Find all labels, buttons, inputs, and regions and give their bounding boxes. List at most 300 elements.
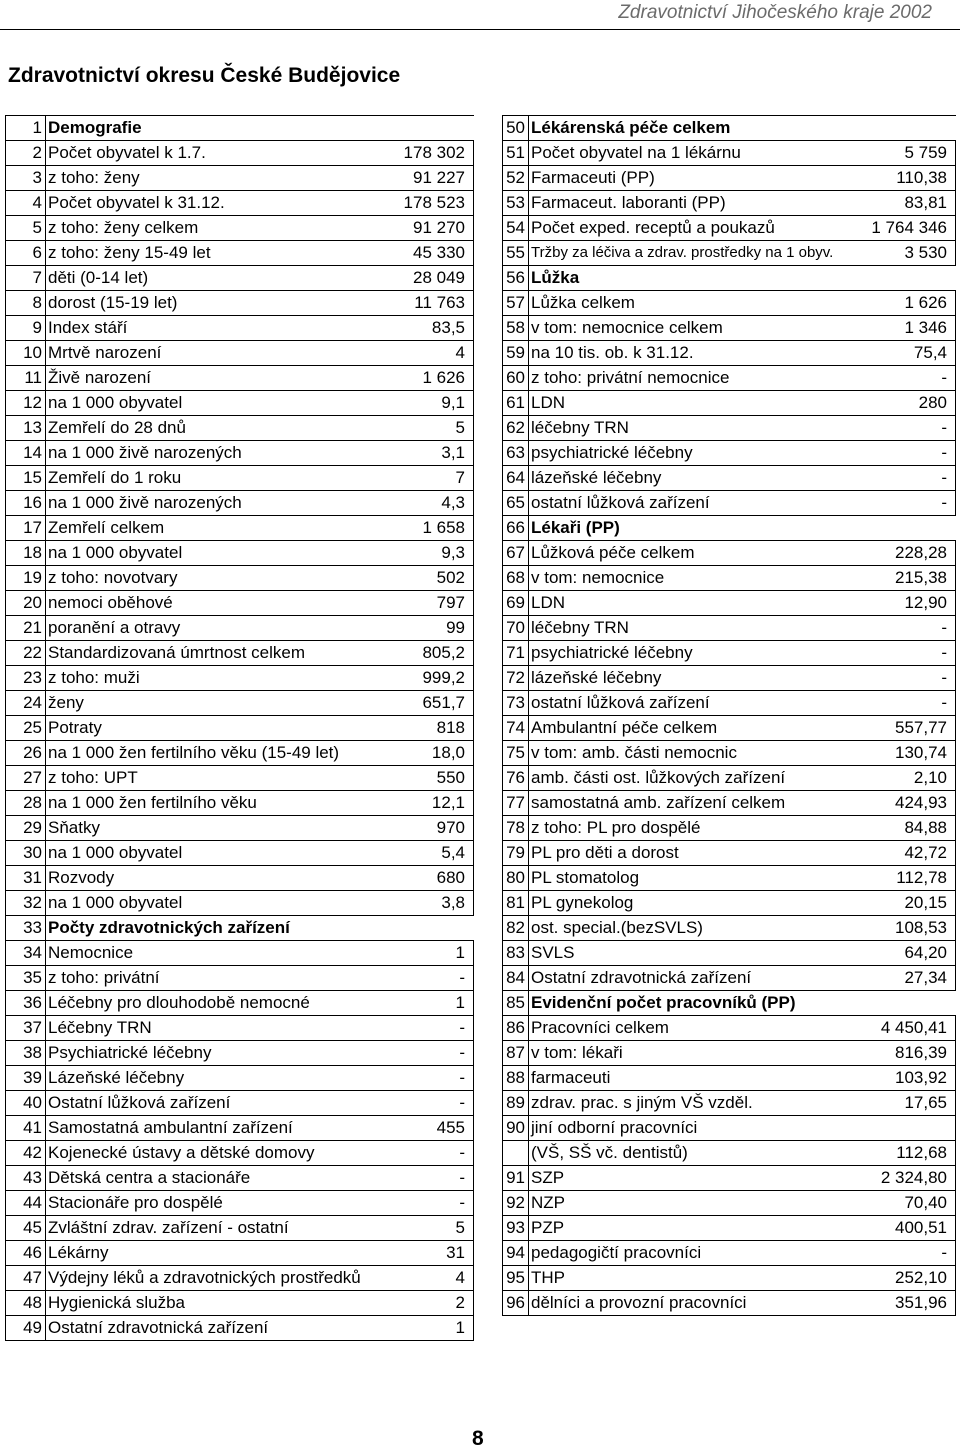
row-number: 42 — [6, 1141, 46, 1166]
right-table — [502, 115, 956, 1316]
row-value: 20,15 — [855, 891, 955, 916]
row-number: 45 — [6, 1216, 46, 1241]
row-value: 112,68 — [855, 1141, 955, 1166]
row-number: 69 — [503, 591, 529, 616]
table-row — [6, 391, 474, 416]
row-label: Standardizovaná úmrtnost celkem — [46, 641, 382, 666]
row-number: 29 — [6, 816, 46, 841]
row-label: pedagogičtí pracovníci — [529, 1241, 856, 1266]
row-value: 112,78 — [855, 866, 955, 891]
row-number: 63 — [503, 441, 529, 466]
row-label: Hygienická služba — [46, 1291, 382, 1316]
row-value: - — [855, 666, 955, 691]
row-number: 18 — [6, 541, 46, 566]
row-label: v tom: nemocnice — [529, 566, 856, 591]
row-number: 74 — [503, 716, 529, 741]
table-row — [503, 1166, 956, 1191]
row-value: 1 — [382, 991, 474, 1016]
row-label: Stacionáře pro dospělé — [46, 1191, 382, 1216]
row-label: Počty zdravotnických zařízení — [46, 916, 474, 941]
row-value: 5,4 — [382, 841, 474, 866]
table-row — [6, 966, 474, 991]
table-row — [6, 1291, 474, 1316]
row-number: 85 — [503, 991, 529, 1016]
row-value: 99 — [382, 616, 474, 641]
table-row — [503, 791, 956, 816]
row-value: 2 — [382, 1291, 474, 1316]
row-value: 5 — [382, 1216, 474, 1241]
table-row — [6, 1316, 474, 1341]
row-value: 651,7 — [382, 691, 474, 716]
row-label: dělníci a provozní pracovníci — [529, 1291, 856, 1316]
row-label: poranění a otravy — [46, 616, 382, 641]
row-value: 83,5 — [382, 316, 474, 341]
table-row — [503, 191, 956, 216]
table-row — [6, 1116, 474, 1141]
row-value: - — [382, 1191, 474, 1216]
row-value: 351,96 — [855, 1291, 955, 1316]
table-row — [6, 116, 474, 141]
row-number: 31 — [6, 866, 46, 891]
table-row — [6, 466, 474, 491]
row-value: 31 — [382, 1241, 474, 1266]
table-row — [503, 466, 956, 491]
row-number: 19 — [6, 566, 46, 591]
row-value: 252,10 — [855, 1266, 955, 1291]
row-value: 83,81 — [855, 191, 955, 216]
row-number: 52 — [503, 166, 529, 191]
row-label: Sňatky — [46, 816, 382, 841]
row-label: na 1 000 obyvatel — [46, 891, 382, 916]
table-row — [503, 866, 956, 891]
table-row — [503, 216, 956, 241]
table-row — [6, 666, 474, 691]
row-label: Ostatní zdravotnická zařízení — [46, 1316, 382, 1341]
row-value: 502 — [382, 566, 474, 591]
table-row — [503, 1141, 956, 1166]
table-row — [503, 966, 956, 991]
table-row — [503, 1266, 956, 1291]
row-number: 96 — [503, 1291, 529, 1316]
row-value: 3,1 — [382, 441, 474, 466]
row-label: na 1 000 živě narozených — [46, 491, 382, 516]
row-label: z toho: UPT — [46, 766, 382, 791]
row-number: 46 — [6, 1241, 46, 1266]
row-number: 94 — [503, 1241, 529, 1266]
row-value: 108,53 — [855, 916, 955, 941]
row-label: samostatná amb. zařízení celkem — [529, 791, 856, 816]
row-label: z toho: muži — [46, 666, 382, 691]
row-number: 54 — [503, 216, 529, 241]
table-row — [6, 941, 474, 966]
row-value: 818 — [382, 716, 474, 741]
row-number: 14 — [6, 441, 46, 466]
row-label: v tom: nemocnice celkem — [529, 316, 856, 341]
row-label: Lůžková péče celkem — [529, 541, 856, 566]
row-number: 4 — [6, 191, 46, 216]
row-number: 22 — [6, 641, 46, 666]
table-row — [6, 191, 474, 216]
row-label: Index stáří — [46, 316, 382, 341]
row-label: Počet obyvatel k 31.12. — [46, 191, 382, 216]
row-label: Počet obyvatel na 1 lékárnu — [529, 141, 856, 166]
row-value: - — [382, 1041, 474, 1066]
table-row — [6, 241, 474, 266]
row-value: 1 764 346 — [855, 216, 955, 241]
table-row — [6, 716, 474, 741]
table-row — [6, 816, 474, 841]
row-number: 72 — [503, 666, 529, 691]
table-row — [503, 641, 956, 666]
row-value: 5 — [382, 416, 474, 441]
row-number: 86 — [503, 1016, 529, 1041]
row-number: 34 — [6, 941, 46, 966]
row-value: 228,28 — [855, 541, 955, 566]
left-table — [5, 115, 474, 1341]
table-row — [503, 941, 956, 966]
table-row — [6, 366, 474, 391]
row-number: 81 — [503, 891, 529, 916]
row-number: 77 — [503, 791, 529, 816]
row-number: 30 — [6, 841, 46, 866]
row-number: 28 — [6, 791, 46, 816]
row-number: 82 — [503, 916, 529, 941]
row-number: 56 — [503, 266, 529, 291]
row-number: 15 — [6, 466, 46, 491]
row-number: 49 — [6, 1316, 46, 1341]
row-label: SZP — [529, 1166, 856, 1191]
row-label: Počet obyvatel k 1.7. — [46, 141, 382, 166]
row-number: 35 — [6, 966, 46, 991]
row-number: 64 — [503, 466, 529, 491]
row-number: 2 — [6, 141, 46, 166]
table-row — [6, 1241, 474, 1266]
row-label: z toho: privátní nemocnice — [529, 366, 856, 391]
row-number: 57 — [503, 291, 529, 316]
row-number: 43 — [6, 1166, 46, 1191]
row-label: léčebny TRN — [529, 416, 856, 441]
row-label: Rozvody — [46, 866, 382, 891]
row-value: 424,93 — [855, 791, 955, 816]
row-number: 37 — [6, 1016, 46, 1041]
row-label: Ostatní zdravotnická zařízení — [529, 966, 856, 991]
row-label: na 1 000 žen fertilního věku — [46, 791, 382, 816]
table-row — [6, 516, 474, 541]
row-value: 9,1 — [382, 391, 474, 416]
row-label: z toho: ženy 15-49 let — [46, 241, 382, 266]
row-label: Ambulantní péče celkem — [529, 716, 856, 741]
row-number: 55 — [503, 241, 529, 266]
table-row — [503, 391, 956, 416]
row-value: 103,92 — [855, 1066, 955, 1091]
row-value: 11 763 — [382, 291, 474, 316]
row-label: Tržby za léčiva a zdrav. prostředky na 1 obyv. — [529, 241, 856, 266]
table-row — [503, 566, 956, 591]
row-label: Lázeňské léčebny — [46, 1066, 382, 1091]
row-value: - — [382, 1066, 474, 1091]
row-value: 1 626 — [855, 291, 955, 316]
row-value: 28 049 — [382, 266, 474, 291]
row-label: na 1 000 obyvatel — [46, 541, 382, 566]
table-row — [6, 216, 474, 241]
table-row — [503, 741, 956, 766]
row-value: 42,72 — [855, 841, 955, 866]
row-value: - — [855, 416, 955, 441]
row-value: 680 — [382, 866, 474, 891]
row-value: - — [382, 966, 474, 991]
table-row — [6, 1091, 474, 1116]
table-row — [503, 591, 956, 616]
row-number: 62 — [503, 416, 529, 441]
row-number: 87 — [503, 1041, 529, 1066]
row-label: Zemřelí celkem — [46, 516, 382, 541]
row-label: Ostatní lůžková zařízení — [46, 1091, 382, 1116]
row-label: Farmaceut. laboranti (PP) — [529, 191, 856, 216]
table-row — [503, 691, 956, 716]
row-number: 53 — [503, 191, 529, 216]
row-number: 10 — [6, 341, 46, 366]
table-row — [503, 116, 956, 141]
row-number: 20 — [6, 591, 46, 616]
table-row — [6, 441, 474, 466]
row-number: 79 — [503, 841, 529, 866]
row-number: 11 — [6, 366, 46, 391]
row-value: 64,20 — [855, 941, 955, 966]
table-row — [6, 166, 474, 191]
row-number: 66 — [503, 516, 529, 541]
row-number: 41 — [6, 1116, 46, 1141]
row-label: léčebny TRN — [529, 616, 856, 641]
row-number: 65 — [503, 491, 529, 516]
row-value: - — [855, 641, 955, 666]
row-value: 215,38 — [855, 566, 955, 591]
row-label: Zvláštní zdrav. zařízení - ostatní — [46, 1216, 382, 1241]
row-value: - — [855, 1241, 955, 1266]
row-value: 999,2 — [382, 666, 474, 691]
row-label: PZP — [529, 1216, 856, 1241]
row-label: Dětská centra a stacionáře — [46, 1166, 382, 1191]
table-row — [6, 341, 474, 366]
row-label: dorost (15-19 let) — [46, 291, 382, 316]
row-number: 68 — [503, 566, 529, 591]
row-value: - — [855, 441, 955, 466]
row-number: 3 — [6, 166, 46, 191]
row-number: 70 — [503, 616, 529, 641]
row-value: 3 530 — [855, 241, 955, 266]
row-value: - — [855, 691, 955, 716]
row-number: 75 — [503, 741, 529, 766]
table-row — [503, 366, 956, 391]
row-number: 27 — [6, 766, 46, 791]
row-label: psychiatrické léčebny — [529, 641, 856, 666]
row-label: (VŠ, SŠ vč. dentistů) — [529, 1141, 856, 1166]
row-number: 89 — [503, 1091, 529, 1116]
row-label: v tom: lékaři — [529, 1041, 856, 1066]
table-row — [503, 341, 956, 366]
row-number: 47 — [6, 1266, 46, 1291]
row-value — [855, 1116, 955, 1141]
row-number: 58 — [503, 316, 529, 341]
table-row — [6, 416, 474, 441]
table-row — [503, 541, 956, 566]
row-value: 178 523 — [382, 191, 474, 216]
table-row — [503, 1241, 956, 1266]
row-label: na 1 000 živě narozených — [46, 441, 382, 466]
row-label: Zemřelí do 1 roku — [46, 466, 382, 491]
table-row — [503, 841, 956, 866]
row-value: 75,4 — [855, 341, 955, 366]
row-number: 61 — [503, 391, 529, 416]
row-number: 44 — [6, 1191, 46, 1216]
row-label: na 1 000 obyvatel — [46, 391, 382, 416]
row-label: ženy — [46, 691, 382, 716]
row-value: 280 — [855, 391, 955, 416]
row-number: 13 — [6, 416, 46, 441]
row-number: 73 — [503, 691, 529, 716]
row-number: 92 — [503, 1191, 529, 1216]
table-row — [6, 1016, 474, 1041]
row-number: 38 — [6, 1041, 46, 1066]
row-value: 2 324,80 — [855, 1166, 955, 1191]
row-number: 48 — [6, 1291, 46, 1316]
row-number: 67 — [503, 541, 529, 566]
row-label: farmaceuti — [529, 1066, 856, 1091]
row-label: Pracovníci celkem — [529, 1016, 856, 1041]
table-row — [6, 591, 474, 616]
row-label: THP — [529, 1266, 856, 1291]
page-number: 8 — [472, 1427, 484, 1450]
table-row — [503, 266, 956, 291]
table-row — [6, 991, 474, 1016]
header-title: Zdravotnictví Jihočeského kraje 2002 — [618, 2, 932, 23]
table-row — [6, 316, 474, 341]
row-number: 80 — [503, 866, 529, 891]
row-number: 8 — [6, 291, 46, 316]
row-value: 91 227 — [382, 166, 474, 191]
row-label: Zemřelí do 28 dnů — [46, 416, 382, 441]
row-value: - — [382, 1091, 474, 1116]
table-row — [503, 316, 956, 341]
row-label: na 1 000 obyvatel — [46, 841, 382, 866]
table-row — [6, 916, 474, 941]
row-value: 110,38 — [855, 166, 955, 191]
table-row — [503, 991, 956, 1016]
row-number: 5 — [6, 216, 46, 241]
row-number: 91 — [503, 1166, 529, 1191]
table-row — [503, 1016, 956, 1041]
table-row — [503, 816, 956, 841]
row-number: 71 — [503, 641, 529, 666]
row-label: Lékárenská péče celkem — [529, 116, 956, 141]
page-title: Zdravotnictví okresu České Budějovice — [8, 64, 401, 87]
row-number: 7 — [6, 266, 46, 291]
row-value: 4 — [382, 341, 474, 366]
row-value: 970 — [382, 816, 474, 841]
row-label: Lékárny — [46, 1241, 382, 1266]
row-value: 27,34 — [855, 966, 955, 991]
row-label: ostatní lůžková zařízení — [529, 491, 856, 516]
row-label: z toho: privátní — [46, 966, 382, 991]
table-row — [503, 666, 956, 691]
row-value: 91 270 — [382, 216, 474, 241]
row-label: jiní odborní pracovníci — [529, 1116, 856, 1141]
row-value: 9,3 — [382, 541, 474, 566]
table-row — [503, 441, 956, 466]
row-value: 17,65 — [855, 1091, 955, 1116]
row-number: 95 — [503, 1266, 529, 1291]
row-label: z toho: ženy celkem — [46, 216, 382, 241]
row-label: Lékaři (PP) — [529, 516, 956, 541]
row-value: 557,77 — [855, 716, 955, 741]
row-label: z toho: novotvary — [46, 566, 382, 591]
table-row — [503, 916, 956, 941]
table-row — [503, 766, 956, 791]
table-row — [6, 841, 474, 866]
row-number: 83 — [503, 941, 529, 966]
row-number: 51 — [503, 141, 529, 166]
row-value: 797 — [382, 591, 474, 616]
row-value: - — [855, 616, 955, 641]
table-row — [503, 291, 956, 316]
row-label: Evidenční počet pracovníků (PP) — [529, 991, 956, 1016]
row-value: - — [382, 1166, 474, 1191]
row-label: z toho: ženy — [46, 166, 382, 191]
table-row — [6, 1216, 474, 1241]
row-value: 70,40 — [855, 1191, 955, 1216]
row-value: 45 330 — [382, 241, 474, 266]
row-label: PL pro děti a dorost — [529, 841, 856, 866]
row-label: Léčebny TRN — [46, 1016, 382, 1041]
table-row — [6, 1066, 474, 1091]
table-row — [503, 1066, 956, 1091]
row-label: nemoci oběhové — [46, 591, 382, 616]
table-row — [503, 891, 956, 916]
row-number: 23 — [6, 666, 46, 691]
table-row — [6, 1266, 474, 1291]
row-label: PL stomatolog — [529, 866, 856, 891]
row-label: z toho: PL pro dospělé — [529, 816, 856, 841]
table-row — [6, 691, 474, 716]
row-value: 18,0 — [382, 741, 474, 766]
table-row — [503, 1291, 956, 1316]
row-number: 39 — [6, 1066, 46, 1091]
table-row — [6, 741, 474, 766]
table-row — [503, 141, 956, 166]
row-label: LDN — [529, 391, 856, 416]
row-number: 17 — [6, 516, 46, 541]
row-value: - — [855, 366, 955, 391]
row-label: ost. special.(bezSVLS) — [529, 916, 856, 941]
row-value: - — [382, 1141, 474, 1166]
row-value: 1 — [382, 1316, 474, 1341]
table-row — [503, 616, 956, 641]
table-row — [6, 291, 474, 316]
row-value: - — [855, 466, 955, 491]
table-row — [503, 491, 956, 516]
row-label: zdrav. prac. s jiným VŠ vzděl. — [529, 1091, 856, 1116]
table-row — [503, 1191, 956, 1216]
row-label: LDN — [529, 591, 856, 616]
row-label: PL gynekolog — [529, 891, 856, 916]
row-label: Demografie — [46, 116, 474, 141]
row-label: amb. části ost. lůžkových zařízení — [529, 766, 856, 791]
table-row — [503, 716, 956, 741]
row-label: Lůžka — [529, 266, 956, 291]
row-number: 60 — [503, 366, 529, 391]
row-number: 6 — [6, 241, 46, 266]
row-label: na 10 tis. ob. k 31.12. — [529, 341, 856, 366]
row-number: 1 — [6, 116, 46, 141]
